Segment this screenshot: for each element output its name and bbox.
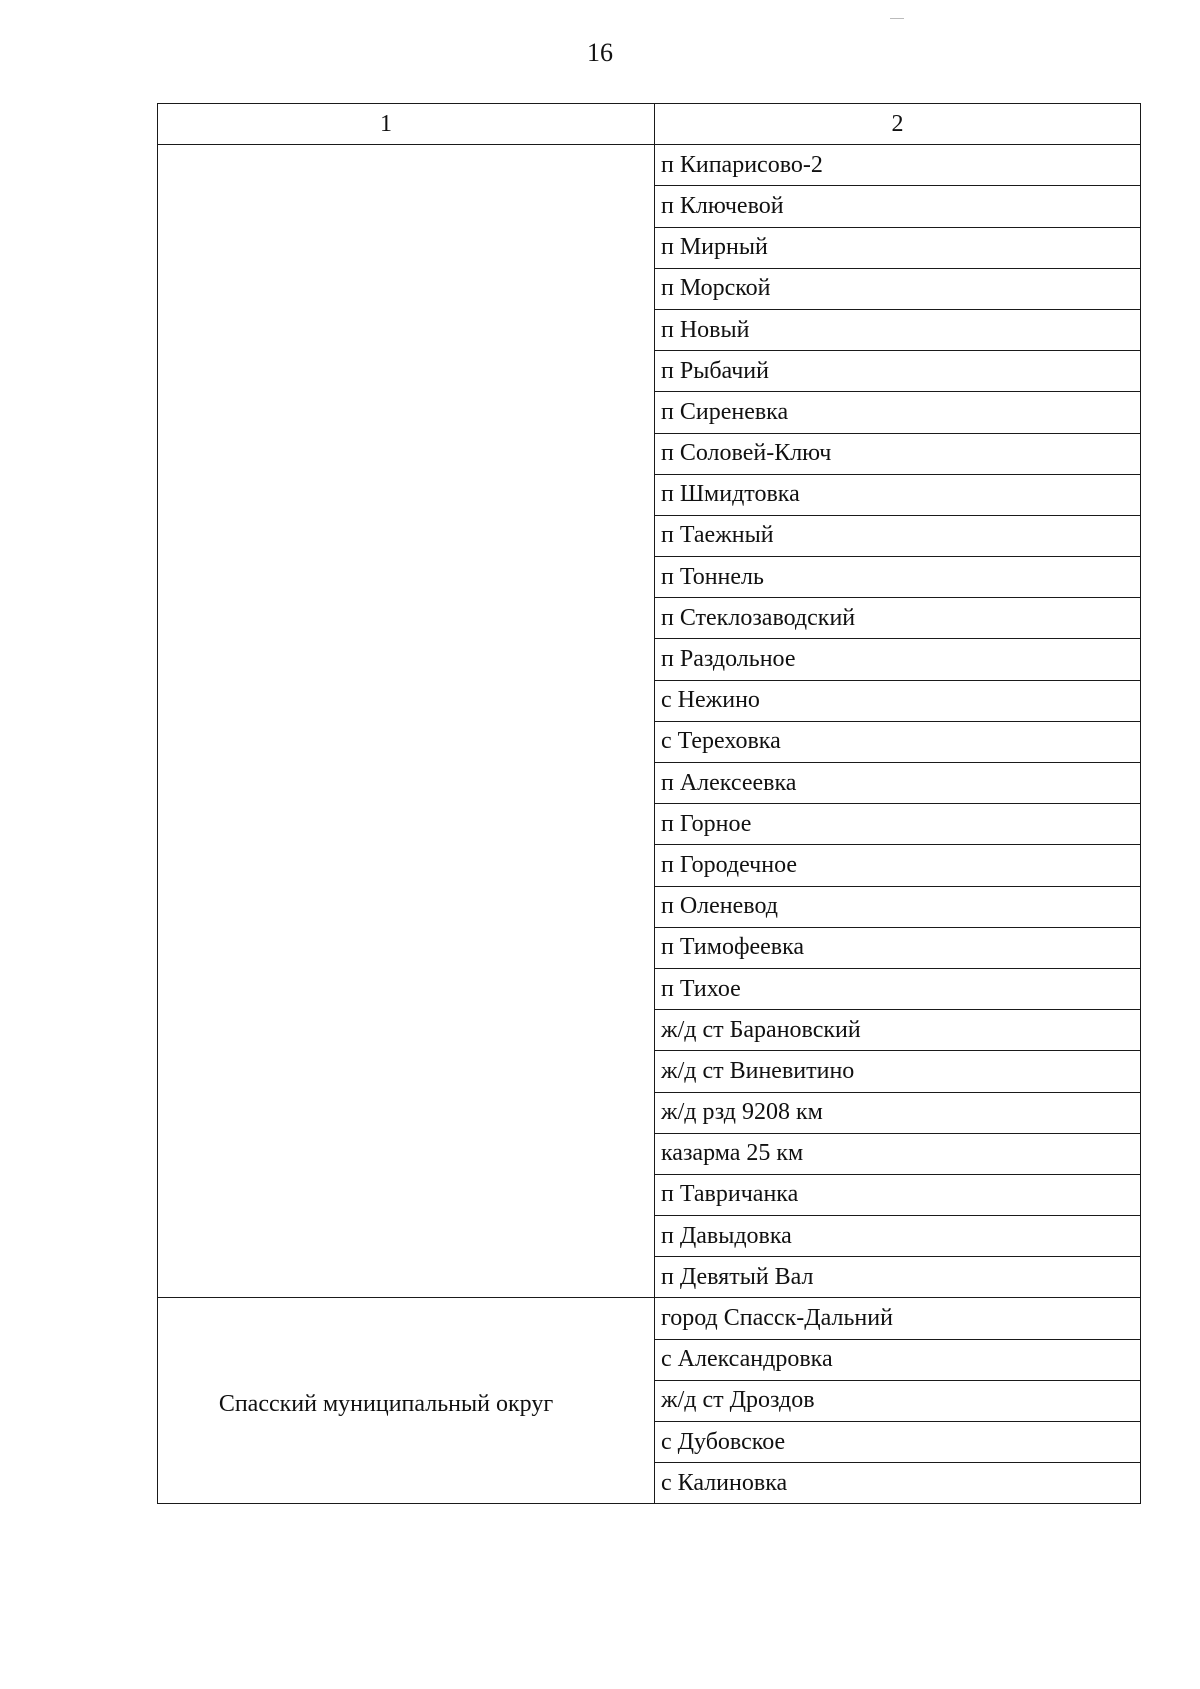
settlement-cell: п Ключевой — [655, 186, 1141, 227]
district-cell — [158, 145, 655, 1298]
settlement-cell: п Кипарисово-2 — [655, 145, 1141, 186]
column-header-2: 2 — [655, 104, 1141, 145]
settlement-cell: с Александровка — [655, 1339, 1141, 1380]
settlement-cell: с Дубовское — [655, 1422, 1141, 1463]
settlement-cell: п Рыбачий — [655, 351, 1141, 392]
settlement-cell: п Сиреневка — [655, 392, 1141, 433]
settlement-cell: п Соловей-Ключ — [655, 433, 1141, 474]
settlement-cell: п Тимофеевка — [655, 927, 1141, 968]
table-row — [158, 145, 1141, 186]
settlement-cell: п Оленевод — [655, 886, 1141, 927]
settlement-cell: п Новый — [655, 309, 1141, 350]
settlement-cell: п Городечное — [655, 845, 1141, 886]
scan-mark — [890, 18, 904, 19]
table-header-row — [158, 104, 1141, 145]
settlement-cell: п Давыдовка — [655, 1216, 1141, 1257]
settlement-cell: с Нежино — [655, 680, 1141, 721]
settlement-cell: ж/д ст Дроздов — [655, 1380, 1141, 1421]
settlement-cell: п Горное — [655, 804, 1141, 845]
settlement-cell: с Калиновка — [655, 1463, 1141, 1504]
settlement-cell: п Мирный — [655, 227, 1141, 268]
settlement-cell: п Алексеевка — [655, 763, 1141, 804]
settlement-cell: п Таежный — [655, 515, 1141, 556]
page-number: 16 — [587, 38, 613, 67]
district-cell: Спасский муниципальный округ — [158, 1298, 655, 1504]
settlement-cell: город Спасск-Дальний — [655, 1298, 1141, 1339]
settlement-cell: п Стеклозаводский — [655, 598, 1141, 639]
settlement-cell: п Морской — [655, 268, 1141, 309]
settlement-cell: казарма 25 км — [655, 1133, 1141, 1174]
settlements-table — [157, 103, 1141, 1504]
settlement-cell: п Тоннель — [655, 557, 1141, 598]
settlement-cell: п Девятый Вал — [655, 1257, 1141, 1298]
settlement-cell: п Раздольное — [655, 639, 1141, 680]
settlement-cell: ж/д рзд 9208 км — [655, 1092, 1141, 1133]
settlement-cell: п Тихое — [655, 968, 1141, 1009]
table-row — [158, 1298, 1141, 1339]
settlement-cell: ж/д ст Виневитино — [655, 1051, 1141, 1092]
settlement-cell: с Тереховка — [655, 721, 1141, 762]
column-header-1: 1 — [158, 104, 655, 145]
settlement-cell: ж/д ст Барановский — [655, 1010, 1141, 1051]
table-body — [158, 104, 1141, 1504]
settlement-cell: п Шмидтовка — [655, 474, 1141, 515]
settlement-cell: п Тавричанка — [655, 1174, 1141, 1215]
